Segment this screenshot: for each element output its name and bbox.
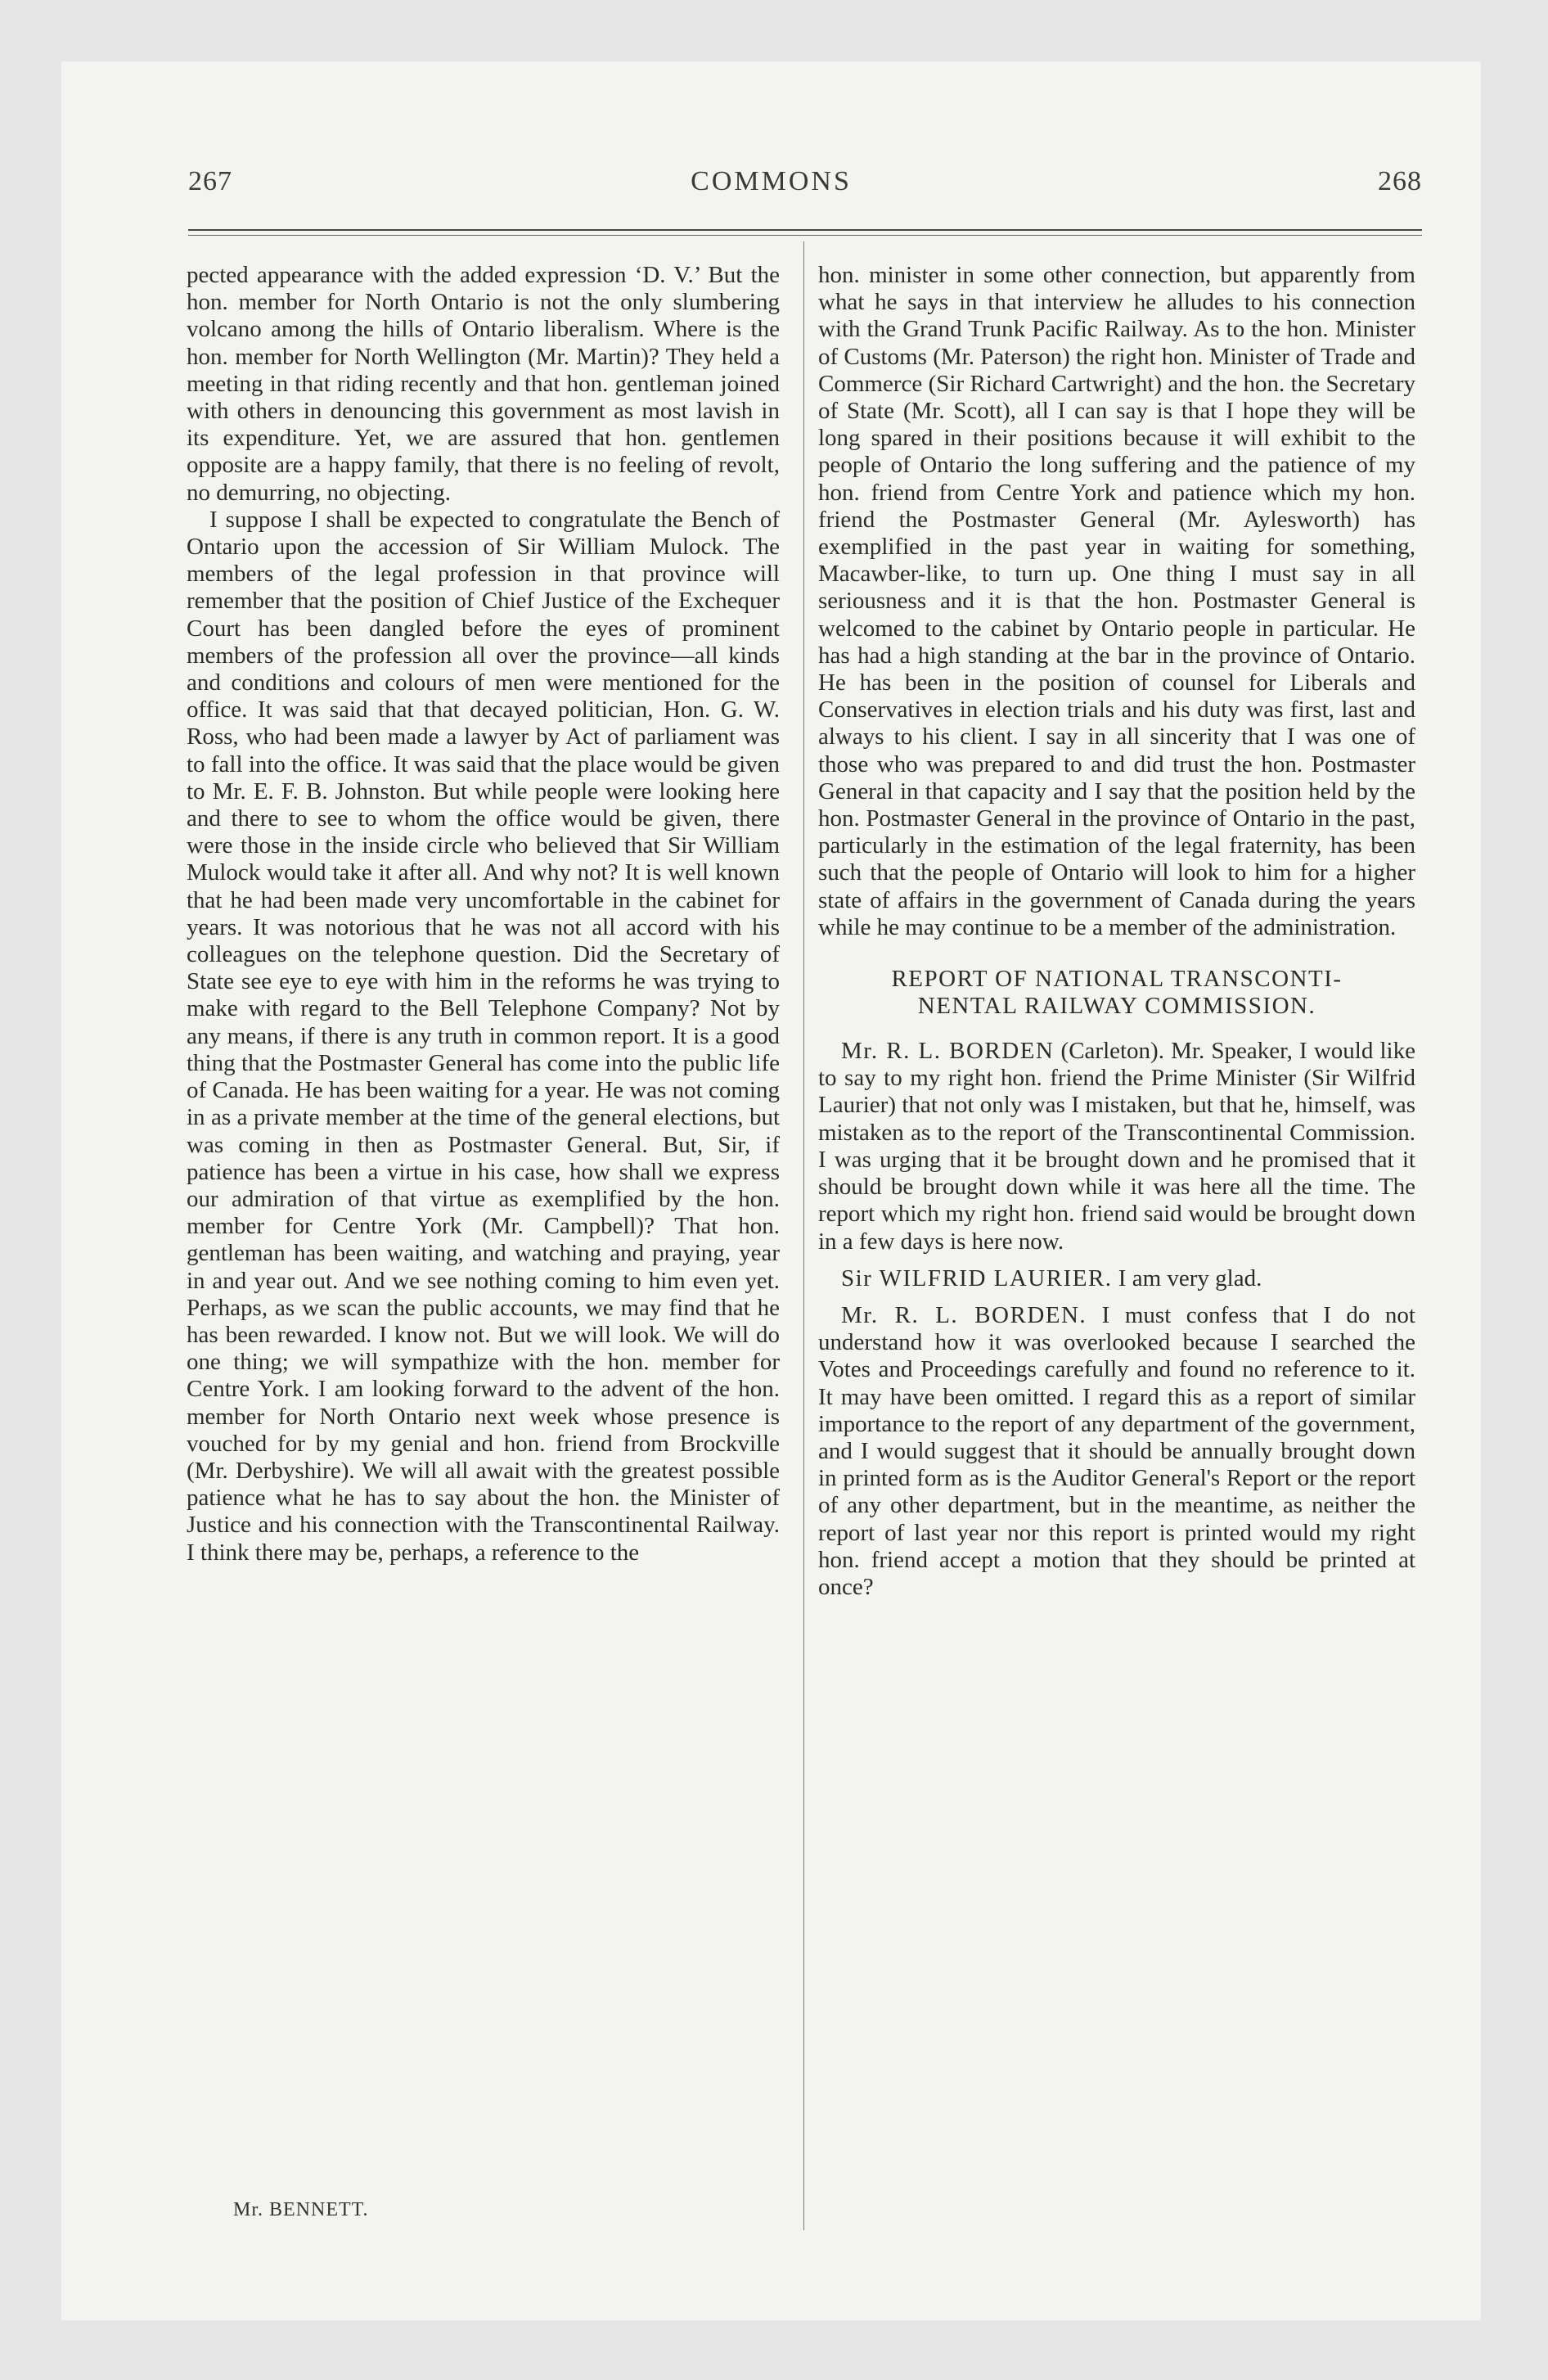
speech-borden-1 [818, 1038, 1415, 1255]
hansard-page [61, 61, 1481, 2320]
speech-text: I must confess that I do not understand how it was overlooked because I searched the Votes and Proceedings carefully and found no reference to it. It may have been omitted. I regard this as a report of similar importance to the report of any department of the government, and I would suggest that it should be annually brought down in printed form as is the Auditor General's Report or the report of any other department, but in the meantime, as neither the report of last year nor this report is printed would my right hon. friend accept a motion that they should be printed at once? [818, 1301, 1415, 1600]
section-heading-line-1: REPORT OF NATIONAL TRANSCONTI- [891, 966, 1343, 993]
header-rule-thin [188, 235, 1422, 236]
speech-borden-2 [818, 1302, 1415, 1601]
speaker-name: Mr. R. L. BORDEN [841, 1038, 1055, 1065]
page-header [61, 166, 1481, 207]
section-heading-line-2: NENTAL RAILWAY COMMISSION. [917, 993, 1316, 1020]
speech-text: (Carleton). Mr. Speaker, I would like to say to my right hon. friend the Prime Minister (Sir Wilfrid Laurier) that not only was I mistaken, but that he, himself, was mistaken as to the report of the Transcontinental Commission. I was urging that it be brought down and he promised that it should be brought down while it was here all the time. The report which my right hon. friend said would be brought down in a few days is here now. [818, 1038, 1415, 1255]
speech-laurier [818, 1265, 1415, 1292]
section-heading [818, 966, 1415, 1020]
left-paragraph-2: I suppose I shall be expected to congratulate the Bench of Ontario upon the accession of Sir William Mulock. The members of the legal profession in that province will remember that the position of Chief Justice of the Exchequer Court has been dangled before the eyes of prominent members of the profession all over the province—all kinds and conditions and colours of men were mentioned for the office. It was said that that decayed politician, Hon. G. W. Ross, who had been made a lawyer by Act of parliament was to fall into the office. It was said that the place would be given to Mr. E. F. B. Johnston. But while people were looking here and there to see to whom the office would be given, there were those in the inside circle who believed that Sir William Mulock would take it after all. And why not? It is well known that he had been made very uncomfortable in the cabinet for years. It was notorious that he was not all accord with his colleagues on the telephone question. Did the Secretary of State see eye to eye with him in the reforms he was trying to make with regard to the Bell Telephone Company? Not by any means, if there is any truth in common report. It is a good thing that the Postmaster General has come into the public life of Canada. He has been waiting for a year. He was not coming in as a private member at the time of the general elections, but was coming in then as Postmaster General. But, Sir, if patience has been a virtue in his case, how shall we express our admiration of that virtue as exemplified by the hon. member for Centre York (Mr. Campbell)? That hon. gentleman has been waiting, and watching and praying, year in and year out. And we see nothing coming to him even yet. Perhaps, as we scan the public accounts, we may find that he has been rewarded. I know not. But we will look. We will do one thing; we will sympathize with the hon. member for Centre York. I am looking forward to the advent of the hon. member for North Ontario next week whose presence is vouched for by my genial and hon. friend from Brockville (Mr. Derbyshire). We will all await with the greatest possible patience what he has to say about the hon. the Minister of Justice and his connection with the Transcontinental Railway. I think there may be, perhaps, a reference to the [187, 506, 780, 1566]
page-number-left: 267 [188, 166, 232, 196]
speaker-name: Mr. R. L. BORDEN. [841, 1301, 1087, 1328]
column-divider [803, 241, 804, 2230]
running-title: COMMONS [691, 166, 852, 196]
page-number-right: 268 [1378, 166, 1422, 196]
right-paragraph-1: hon. minister in some other connection, but apparently from what he says in that interview he alludes to his connection with the Grand Trunk Pacific Railway. As to the hon. Minister of Customs (Mr. Paterson) the right hon. Minister of Trade and Commerce (Sir Richard Cartwright) and the hon. the Secretary of State (Mr. Scott), all I can say is that I hope they will be long spared in their positions because it will exhibit to the people of Ontario the long suffering and the patience of my hon. friend from Centre York and patience which my hon. friend the Postmaster General (Mr. Aylesworth) has exemplified in the past year in waiting for something, Macawber-like, to turn up. One thing I must say in all seriousness and it is that the hon. Postmaster General is welcomed to the cabinet by Ontario people in particular. He has had a high standing at the bar in the province of Ontario. He has been in the position of counsel for Liberals and Conservatives in election trials and his duty was first, last and always to his client. I say in all sincerity that I was one of those who was prepared to and did trust the hon. Postmaster General in that capacity and I say that the position held by the hon. Postmaster General in the province of Ontario in the past, particularly in the estimation of the legal fraternity, has been such that the people of Ontario will look to him for a higher state of affairs in the government of Canada during the years while he may continue to be a member of the administration. [818, 262, 1415, 940]
page-footer-speaker: Mr. BENNETT. [233, 2199, 369, 2220]
left-column [187, 262, 780, 1566]
left-paragraph-1: pected appearance with the added expression ‘D. V.’ But the hon. member for North Ontario is not the only slumbering volcano among the hills of Ontario liberalism. Where is the hon. member for North Wellington (Mr. Martin)? They held a meeting in that riding recently and that hon. gentleman joined with others in denouncing this government as most lavish in its expenditure. Yet, we are assured that hon. gentlemen opposite are a happy family, that there is no feeling of revolt, no demurring, no objecting. [187, 262, 780, 506]
speech-text: I am very glad. [1112, 1264, 1262, 1291]
right-column [818, 262, 1415, 1601]
header-rule [188, 229, 1422, 231]
speaker-name: Sir WILFRID LAURIER. [841, 1264, 1113, 1291]
